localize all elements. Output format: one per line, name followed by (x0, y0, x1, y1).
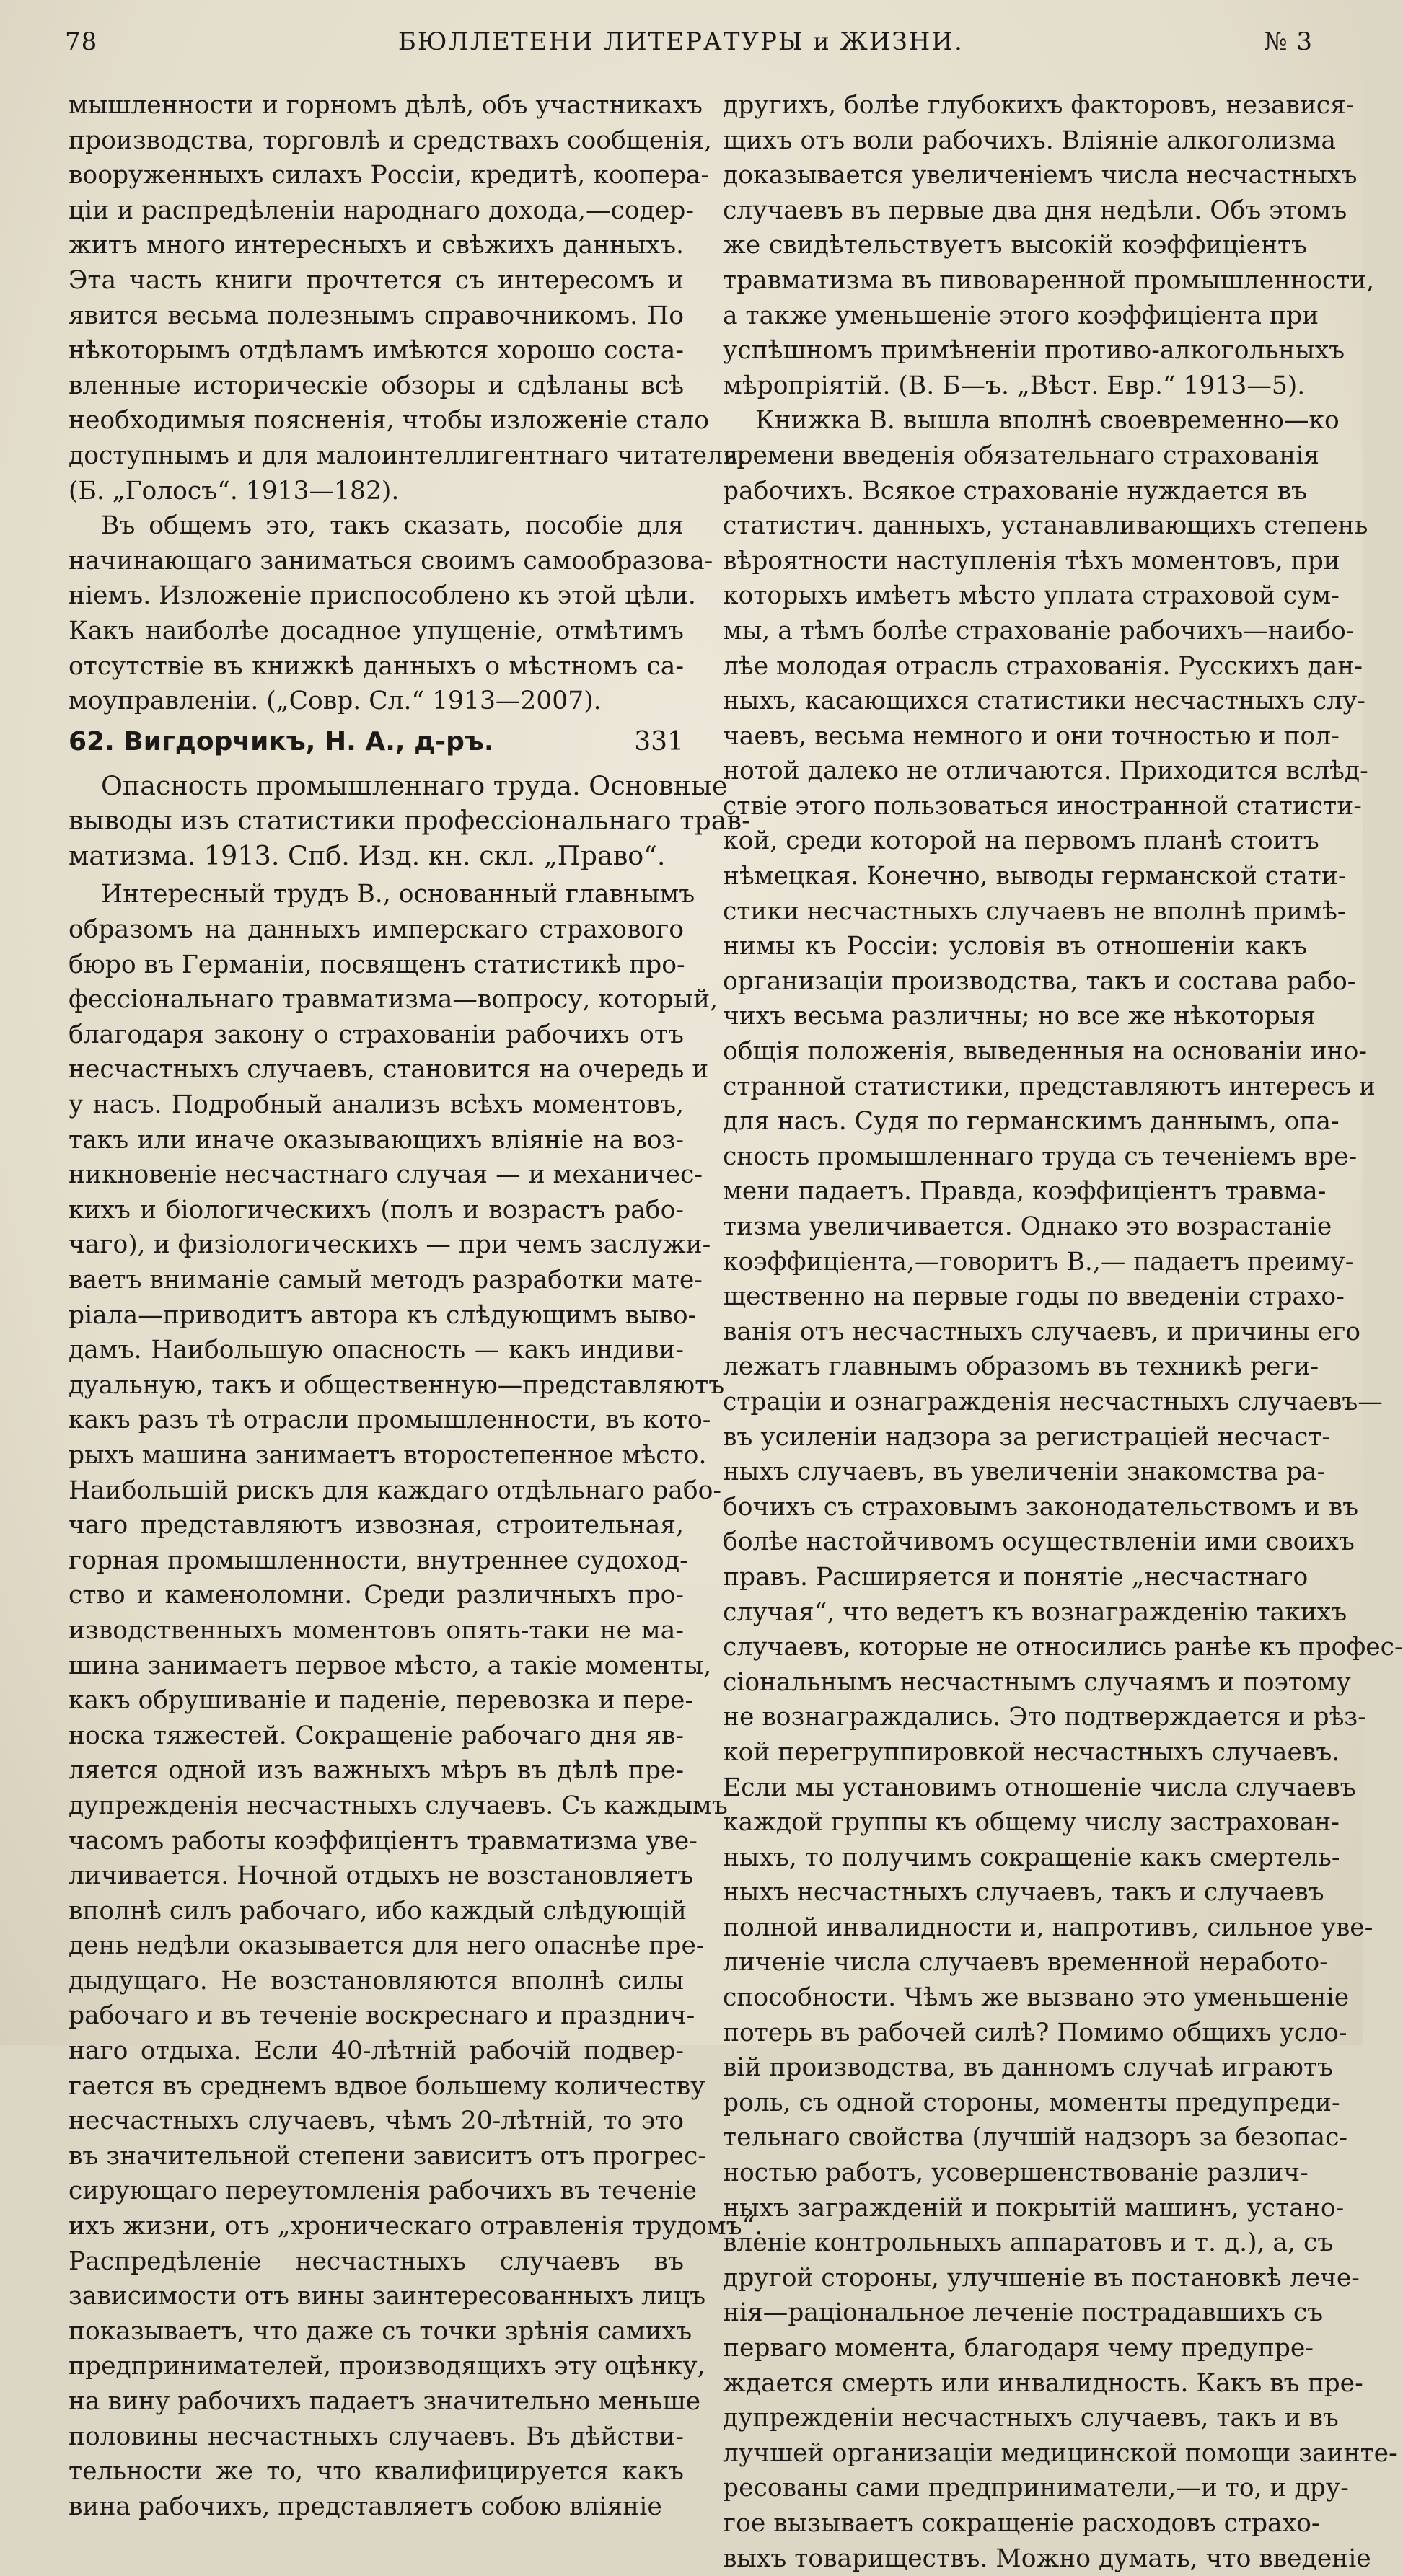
text-line: ныхъ, касающихся статистики несчастныхъ слу- (723, 687, 1365, 716)
text-line: нѣкоторымъ отдѣламъ имѣются хорошо соста- (69, 336, 684, 366)
text-line: вленіе контрольныхъ аппаратовъ и т. д.), а, съ (723, 2228, 1334, 2258)
text-line: дыдущаго. Не возстановляются вполнѣ силы (69, 1966, 684, 1995)
text-line: полной инвалидности и, напротивъ, сильное уве- (723, 1913, 1373, 1942)
text-line: личивается. Ночной отдыхъ не возстановляетъ (69, 1861, 694, 1891)
text-line: Книжка В. вышла вполнѣ своевременно—ко (755, 406, 1340, 436)
text-line: зависимости отъ вины заинтересованныхъ лицъ (69, 2282, 706, 2311)
text-line: мы, а тѣмъ болѣе страхованіе рабочихъ—наибо- (723, 616, 1355, 645)
text-line: тельнаго свойства (лучшій надзоръ за безопас- (723, 2123, 1348, 2153)
text-line: показываетъ, что даже съ точки зрѣнія самихъ (69, 2316, 692, 2346)
text-line: для насъ. Судя по германскимъ даннымъ, опа- (723, 1107, 1340, 1137)
text-line: лѣе молодая отрасль страхованія. Русскихъ дан- (723, 651, 1363, 681)
text-line: фессіональнаго травматизма—вопросу, который, (69, 985, 718, 1015)
text-line: ныхъ случаевъ, въ увеличеніи знакомства ра- (723, 1457, 1326, 1487)
text-line: житъ много интересныхъ и свѣжихъ данныхъ. (69, 231, 684, 260)
text-line: страціи и ознагражденія несчастныхъ случаевъ— (723, 1387, 1383, 1416)
text-line: странной статистики, представляютъ интересъ и (723, 1072, 1376, 1101)
text-line: чаго), и физіологическихъ — при чемъ заслужи- (69, 1230, 711, 1260)
text-line: ностью работъ, усовершенствованіе различ- (723, 2158, 1309, 2188)
text-line: несчастныхъ случаевъ, чѣмъ 20-лѣтній, то это (69, 2107, 684, 2136)
text-line: рабочаго и въ теченіе воскреснаго и празднич- (69, 2001, 695, 2031)
text-line: сность промышленнаго труда съ теченіемъ вре- (723, 1142, 1358, 1171)
text-line: времени введенія обязательнаго страхованія (723, 441, 1320, 470)
text-line: никновеніе несчастнаго случая — и механичес- (69, 1160, 703, 1190)
text-line: другихъ, болѣе глубокихъ факторовъ, независя- (723, 91, 1355, 120)
text-line: матизма. 1913. Спб. Изд. кн. скл. „Право“. (69, 839, 666, 871)
text-line: стики несчастныхъ случаевъ не вполнѣ примѣ- (723, 896, 1346, 926)
left-top-paragraph (69, 88, 747, 508)
text-line: мѣропріятій. (В. Б—ъ. „Вѣст. Евр.“ 1913—5). (723, 371, 1306, 400)
text-line: правъ. Расширяется и понятіе „несчастнаго (723, 1562, 1309, 1592)
text-line: вооруженныхъ силахъ Россіи, кредитѣ, коопера- (69, 161, 710, 190)
right-second-paragraph (723, 403, 1403, 2576)
text-line: вій производства, въ данномъ случаѣ играютъ (723, 2053, 1333, 2083)
text-line: случаевъ, которые не относились ранѣе къ профес- (723, 1633, 1403, 1662)
left-column (69, 88, 763, 2524)
text-line: Интересный трудъ В., основанный главнымъ (101, 880, 695, 909)
entry-heading (69, 725, 684, 768)
text-line: способности. Чѣмъ же вызвано это уменьшеніе (723, 1983, 1350, 2013)
text-line: ствіе этого пользоваться иностранной статисти- (723, 791, 1362, 821)
text-line: изводственныхъ моментовъ опять-таки не ма- (69, 1615, 684, 1645)
right-first-paragraph (723, 88, 1375, 403)
text-line: гое вызываетъ сокращеніе расходовъ страхо- (723, 2508, 1320, 2538)
text-line: Наибольшій рискъ для каждаго отдѣльнаго рабо- (69, 1476, 722, 1505)
text-line: успѣшномъ примѣненіи противо-алкогольныхъ (723, 336, 1345, 366)
text-line: нія—раціональное леченіе пострадавшихъ съ (723, 2298, 1324, 2328)
text-line: необходимыя поясненія, чтобы изложеніе стало (69, 406, 710, 436)
text-line: благодаря закону о страхованіи рабочихъ отъ (69, 1020, 684, 1049)
text-line: кой перегруппировкой несчастныхъ случаевъ. (723, 1737, 1340, 1767)
text-line: вленные историческіе обзоры и сдѣланы всѣ (69, 371, 684, 400)
text-line: ихъ жизни, отъ „хроническаго отравленія трудомъ“. (69, 2212, 763, 2241)
text-line: нотой далеко не отличаются. Приходится вслѣд- (723, 757, 1368, 786)
text-line: отсутствіе въ книжкѣ данныхъ о мѣстномъ са- (69, 651, 684, 681)
text-line: травматизма въ пивоваренной промышленности, (723, 265, 1375, 295)
entry-number: 331 (634, 726, 684, 757)
text-line: каждой группы къ общему числу застрахован- (723, 1808, 1340, 1838)
text-line: чаевъ, весьма немного и они точностью и пол- (723, 721, 1340, 751)
text-line: Если мы установимъ отношеніе числа случаевъ (723, 1773, 1356, 1802)
text-line: доступнымъ и для малоинтеллигентнаго читателя. (69, 441, 747, 470)
text-line: предпринимателей, производящихъ эту оцѣнку, (69, 2352, 705, 2381)
running-title: БЮЛЛЕТЕНИ ЛИТЕРАТУРЫ и ЖИЗНИ. (397, 27, 964, 56)
text-line: начинающаго заниматься своимъ самообразова- (69, 546, 713, 575)
text-line: дупрежденіи несчастныхъ случаевъ, такъ и въ (723, 2404, 1339, 2433)
text-line: моуправленіи. („Совр. Сл.“ 1913—2007). (69, 687, 602, 716)
text-line: дуальную, такъ и общественную—представляютъ (69, 1370, 725, 1400)
issue-number: № 3 (1264, 27, 1313, 56)
text-line: выводы изъ статистики профессіональнаго трав- (69, 805, 751, 837)
text-line: рыхъ машина занимаетъ второстепенное мѣсто. (69, 1440, 707, 1470)
text-line: кой, среди которой на первомъ планѣ стоитъ (723, 826, 1319, 856)
text-line: выхъ товариществъ. Можно думать, что введеніе (723, 2544, 1371, 2573)
text-line: дамъ. Наибольшую опасность — какъ индиви- (69, 1336, 684, 1365)
left-second-paragraph (69, 508, 713, 719)
text-line: чаго представляютъ извозная, строительная, (69, 1511, 684, 1540)
text-line: въ усиленіи надзора за регистраціей несчаст- (723, 1422, 1331, 1452)
entry-body (69, 877, 763, 2524)
text-line: какъ разъ тѣ отрасли промышленности, въ кото- (69, 1406, 711, 1435)
text-line: шина занимаетъ первое мѣсто, а такіе моменты, (69, 1651, 712, 1680)
text-line: ніемъ. Изложеніе приспособлено къ этой цѣли. (69, 581, 696, 611)
text-line: вѣроятности наступленія тѣхъ моментовъ, при (723, 546, 1340, 575)
text-line: случаевъ въ первые два дня недѣли. Объ этомъ (723, 195, 1347, 225)
text-line: организаціи производства, такъ и состава рабо- (723, 966, 1356, 996)
text-line: на вину рабочихъ падаетъ значительно меньше (69, 2387, 701, 2416)
text-line: а также уменьшеніе этого коэффиціента при (723, 301, 1319, 330)
text-line: лежатъ главнымъ образомъ въ техникѣ реги- (723, 1352, 1319, 1382)
text-line: кихъ и біологическихъ (полъ и возрастъ рабо- (69, 1195, 684, 1225)
text-line: дупрежденія несчастныхъ случаевъ. Съ каждымъ (69, 1791, 728, 1820)
text-line: горная промышленности, внутреннее судоход- (69, 1545, 688, 1575)
text-line: рабочихъ. Всякое страхованіе нуждается въ (723, 476, 1307, 506)
text-line: не вознаграждались. Это подтверждается и рѣз- (723, 1703, 1366, 1732)
text-line: вина рабочихъ, представляетъ собою вліяніе (69, 2492, 662, 2521)
text-line: день недѣли оказывается для него опаснѣе пре- (69, 1931, 705, 1961)
text-line: носка тяжестей. Сокращеніе рабочаго дня яв- (69, 1721, 684, 1750)
text-line: доказывается увеличеніемъ числа несчастныхъ (723, 161, 1358, 190)
text-line: ство и каменоломни. Среди различныхъ про- (69, 1581, 684, 1610)
text-line: вполнѣ силъ рабочаго, ибо каждый слѣдующій (69, 1896, 687, 1926)
text-line: ляется одной изъ важныхъ мѣръ въ дѣлѣ пре- (69, 1756, 684, 1786)
text-line: статистич. данныхъ, устанавливающихъ степень (723, 511, 1368, 541)
text-line: половины несчастныхъ случаевъ. Въ дѣйстви- (69, 2422, 684, 2451)
text-line: которыхъ имѣетъ мѣсто уплата страховой сум- (723, 581, 1340, 611)
text-line: нимы къ Россіи: условія въ отношеніи какъ (723, 932, 1307, 961)
text-line: тизма увеличивается. Однако это возрастаніе (723, 1212, 1332, 1241)
text-line: часомъ работы коэффиціентъ травматизма уве- (69, 1826, 698, 1856)
text-line: несчастныхъ случаевъ, становится на очередь и (69, 1055, 709, 1085)
text-line: Опасность промышленнаго труда. Основные (101, 769, 728, 801)
text-line: сирующаго переутомленія рабочихъ въ теченіе (69, 2176, 698, 2206)
text-line: ваетъ вниманіе самый методъ разработки мате- (69, 1266, 703, 1294)
text-line: роль, съ одной стороны, моменты предупреди- (723, 2088, 1340, 2117)
text-line: ныхъ загражденій и покрытій машинъ, устано- (723, 2193, 1345, 2223)
text-line: Эта часть книги прочтется съ интересомъ и (69, 265, 684, 295)
entry-title (69, 768, 751, 873)
text-line: личеніе числа случаевъ временной неработо- (723, 1948, 1328, 1977)
text-line: какъ обрушиваніе и паденіе, перевозка и пере- (69, 1686, 694, 1716)
text-line: болѣе настойчивомъ осуществленіи ими своихъ (723, 1527, 1355, 1557)
text-line: ждается смерть или инвалидность. Какъ въ пре- (723, 2368, 1363, 2398)
text-line: гается въ среднемъ вдвое большему количеству (69, 2071, 705, 2101)
text-line: бочихъ съ страховымъ законодательствомъ и въ (723, 1492, 1359, 1522)
text-line: образомъ на данныхъ имперскаго страхового (69, 915, 684, 945)
text-line: (Б. „Голосъ“. 1913—182). (69, 476, 400, 506)
text-line: Распредѣленіе несчастныхъ случаевъ въ (69, 2246, 684, 2276)
text-line: ныхъ, то получимъ сокращеніе какъ смертель- (723, 1843, 1340, 1872)
text-line: мени падаетъ. Правда, коэффиціентъ травма- (723, 1177, 1327, 1207)
text-line: коэффиціента,—говоритъ В.,— падаетъ преиму- (723, 1247, 1354, 1276)
text-line: наго отдыха. Если 40-лѣтній рабочій подвер- (69, 2037, 684, 2066)
text-line: сіональнымъ несчастнымъ случаямъ и поэтому (723, 1667, 1351, 1697)
text-line: явится весьма полезнымъ справочникомъ. По (69, 301, 684, 330)
text-line: у насъ. Подробный анализъ всѣхъ моментовъ, (69, 1090, 684, 1120)
text-line: ресованы сами предприниматели,—и то, и дру- (723, 2474, 1349, 2503)
text-line: мышленности и горномъ дѣлѣ, объ участникахъ (69, 91, 703, 120)
text-line: ціи и распредѣленіи народнаго дохода,—содер- (69, 195, 695, 225)
text-line: нѣмецкая. Конечно, выводы германской стати- (723, 862, 1347, 891)
text-line: Какъ наиболѣе досадное упущеніе, отмѣтимъ (69, 616, 684, 645)
text-line: перваго момента, благодаря чему предупре- (723, 2334, 1314, 2363)
text-line: бюро въ Германіи, посвященъ статистикѣ про- (69, 950, 685, 979)
text-line: ванія отъ несчастныхъ случаевъ, и причины его (723, 1317, 1361, 1346)
text-line: производства, торговлѣ и средствахъ сообщенія, (69, 125, 713, 155)
text-line: потерь въ рабочей силѣ? Помимо общихъ усло- (723, 2018, 1347, 2047)
right-column (723, 88, 1403, 2576)
text-line: щественно на первые годы по введеніи страхо- (723, 1282, 1345, 1312)
text-line: чихъ весьма различны; но все же нѣкоторыя (723, 1002, 1316, 1031)
text-line: ныхъ несчастныхъ случаевъ, такъ и случаевъ (723, 1878, 1324, 1907)
text-line: такъ или иначе оказывающихъ вліяніе на воз- (69, 1125, 684, 1155)
page-number: 78 (65, 27, 98, 56)
text-line: случая“, что ведетъ къ вознагражденію такихъ (723, 1597, 1347, 1627)
text-line: Въ общемъ это, такъ сказать, пособіе для (101, 511, 684, 541)
text-line: другой стороны, улучшеніе въ постановкѣ лече- (723, 2263, 1360, 2293)
text-line: въ значительной степени зависитъ отъ прогрес- (69, 2141, 706, 2171)
page-header (65, 20, 1313, 63)
text-line: же свидѣтельствуетъ высокій коэффиціентъ (723, 231, 1307, 260)
text-line: щихъ отъ воли рабочихъ. Вліяніе алкоголизма (723, 125, 1336, 155)
text-line: ріала—приводитъ автора къ слѣдующимъ выво- (69, 1300, 697, 1330)
text-line: тельности же то, что квалифицируется какъ (69, 2457, 684, 2487)
text-line: лучшей организаціи медицинской помощи заинте- (723, 2438, 1397, 2468)
text-line: общія положенія, выведенныя на основаніи ино- (723, 1037, 1368, 1067)
entry-author: 62. Вигдорчикъ, Н. А., д-ръ. (69, 726, 494, 757)
